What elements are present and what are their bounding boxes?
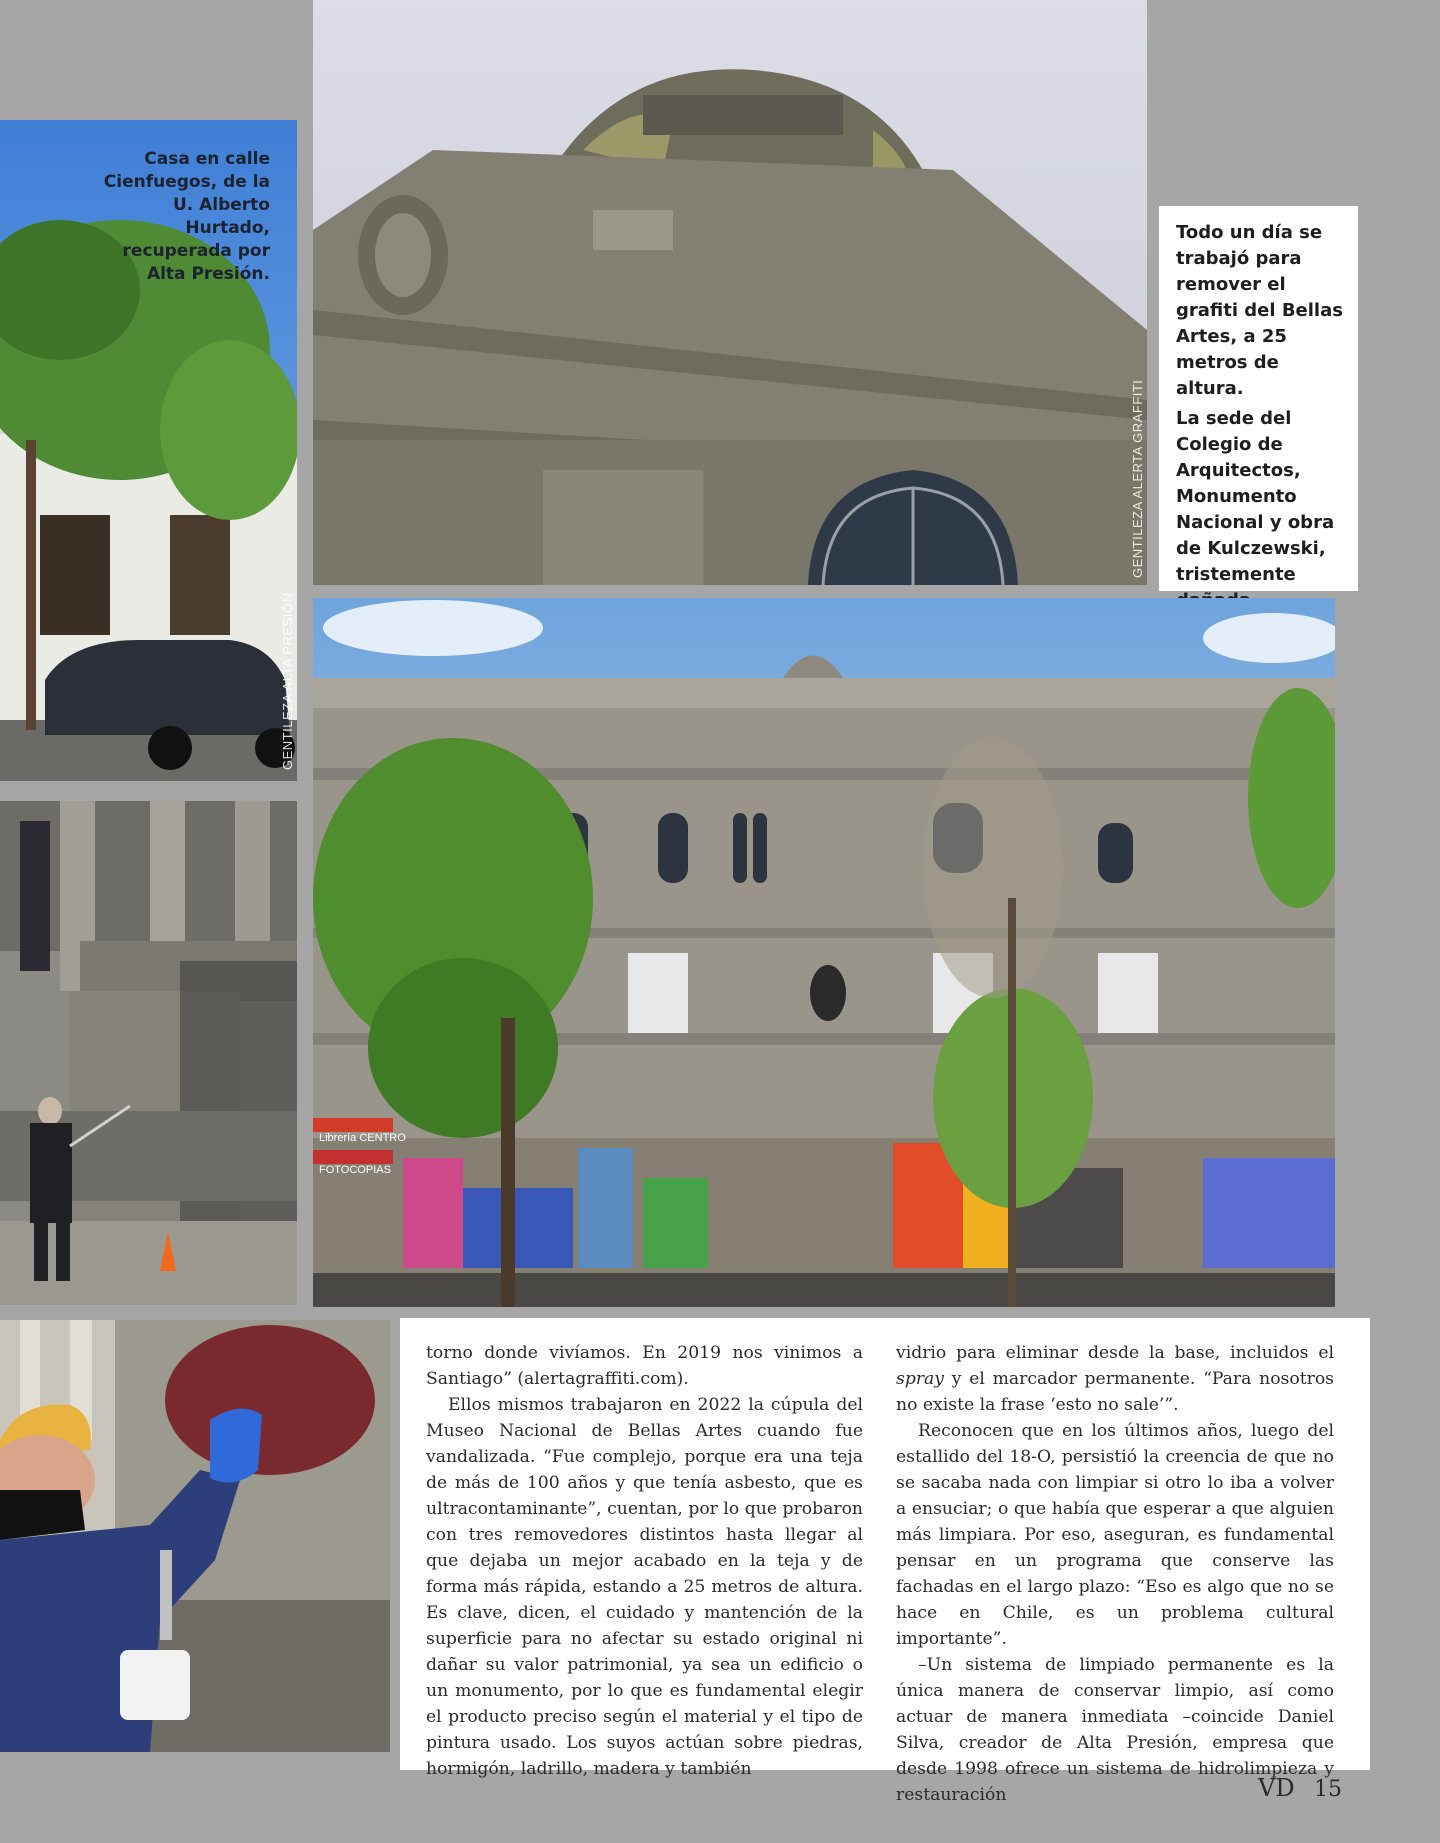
article-column-2 — [896, 1340, 1334, 1808]
col2-paragraph-1 — [896, 1340, 1334, 1418]
photo-bellas-artes-dome — [313, 0, 1147, 585]
caption-colegio: La sede del Colegio de Arquitectos, Monumento Nacional y obra de Kulczewski, tristemente — [1176, 408, 1335, 585]
sidebar-captions — [1159, 206, 1358, 591]
photo-colegio-arquitectos — [313, 598, 1335, 1307]
article-column-1 — [426, 1340, 863, 1782]
col2-paragraph-1-b: y el marcador permanente. “Para nosotros no existe la frase ‘esto no sale’”. — [896, 1369, 1334, 1415]
folio-magazine: VD — [1258, 1774, 1295, 1802]
folio-page-number: 15 — [1314, 1777, 1342, 1802]
col1-paragraph-1: torno donde vivíamos. En 2019 nos vinimos a Santiago” (alertagraffiti.com). — [426, 1343, 863, 1389]
photo-pressure-washer — [0, 801, 297, 1305]
col2-paragraph-1-a: vidrio para eliminar desde la base, incluidos el — [896, 1343, 1334, 1363]
sign-fotocopias: FOTOCOPIAS — [319, 1164, 391, 1176]
credit-house: GENTILEZA ALTA PRESIÓN — [280, 592, 295, 770]
photo-graffiti-removal — [0, 1320, 390, 1752]
caption-house: Casa en calle Cienfuegos, de la U. Alberto Hurtado, recuperada por Alta Presión. — [103, 149, 270, 284]
col2-paragraph-1-em: spray — [896, 1369, 944, 1389]
credit-dome: GENTILEZA ALERTA GRAFFITI — [1130, 379, 1145, 578]
col2-paragraph-2: Reconocen que en los últimos años, luego del estallido del 18-O, persistió la creencia de que no se sacaba nada con limpiar si otro lo iba a volver a ensuciar; o que había que esperar a que alguien más limpiara. Por eso, aseguran, es fundamental pensar en un programa que conserve las fachadas en el largo plazo: “Eso es algo que no se hace en Chile, es un problema cultural importante”. — [896, 1421, 1334, 1649]
sign-libreria: Librería CENTRO — [319, 1132, 406, 1144]
col2-paragraph-3: –Un sistema de limpiado permanente es la única manera de conservar limpio, así como actuar de manera inmediata –coincide Daniel Silva, creador de Alta Presión, empresa que desde 1998 ofrece un sistema de hidrolimpieza y restauración — [896, 1655, 1334, 1805]
caption-bellas-artes: Todo un día se trabajó para remover el grafiti del Bellas Artes, a 25 metros de altura. — [1176, 222, 1343, 399]
col1-paragraph-2: Ellos mismos trabajaron en 2022 la cúpula del Museo Nacional de Bellas Artes cuando fue vandalizada. “Fue complejo, porque era una teja de más de 100 años y que tenía asbesto, que es ultracontaminante”, cuentan, por lo que probaron con tres removedores distintos hasta llegar al que dejaba un mejor acabado en la teja y de forma más rápida, estando a 25 metros de altura. Es clave, dicen, el cuidado y mantención de la superficie para no afectar su estado original ni dañar su valor patrimonial, ya sea un edificio o un monumento, por lo que es fundamental elegir el producto preciso según el material y el tipo de pintura usado. Los suyos actúan sobre piedras, hormigón, ladrillo, madera y también — [426, 1395, 863, 1779]
